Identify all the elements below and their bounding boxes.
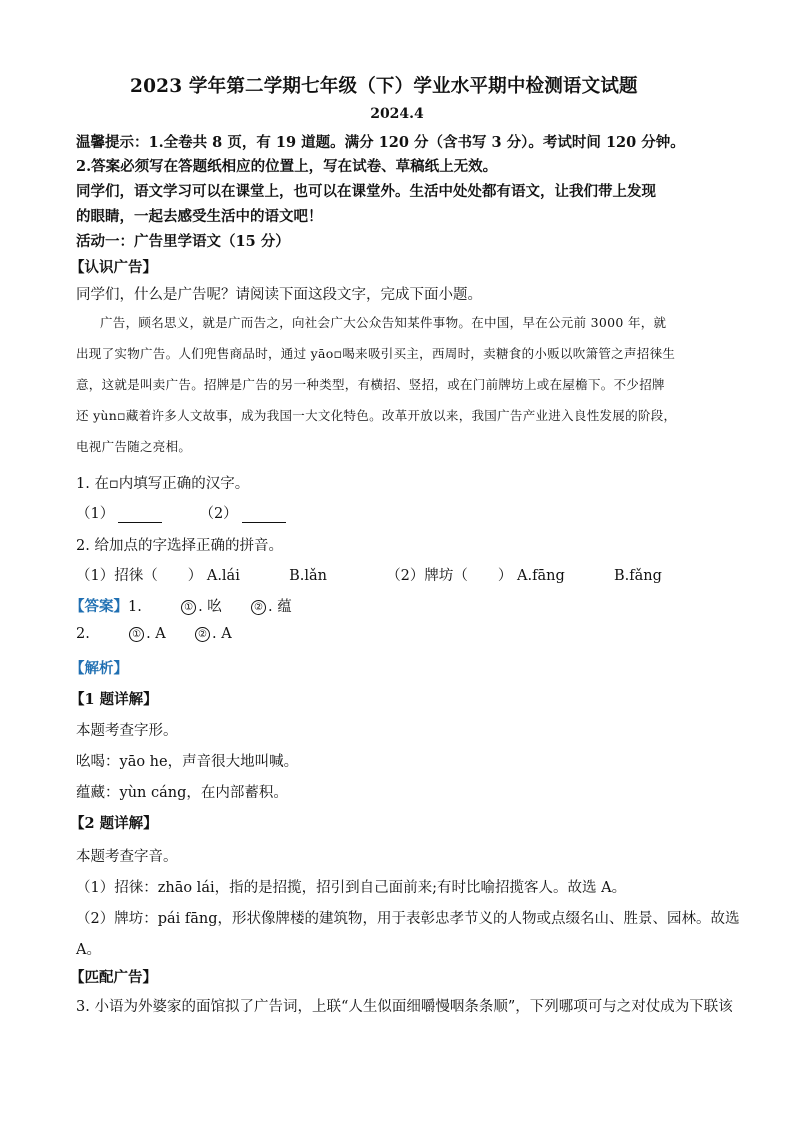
- blank-1-label: （1）: [76, 506, 115, 522]
- answer-1-number: 1.: [128, 599, 142, 615]
- answer-2-value-1: . A: [146, 626, 166, 642]
- section-heading-match-ads: 【匹配广告】: [70, 969, 157, 986]
- answer-line-1: [70, 595, 292, 616]
- q2-item-1-option-b: B.lǎn: [289, 568, 327, 584]
- passage-line-4: 还 yùn▫藏着许多人文故事，成为我国一大文化特色。改革开放以来，我国广告产业进入良性发展的阶段，: [76, 408, 677, 423]
- question-2-options: [76, 564, 662, 585]
- answer-2-number: 2.: [76, 626, 90, 642]
- intro-line-1: 同学们，语文学习可以在课堂上，也可以在课堂外。生活中处处都有语文，让我们带上发现: [76, 183, 656, 200]
- passage-line-2: 出现了实物广告。人们兜售商品时，通过 yāo▫喝来吸引买主，西周时，卖糖食的小贩以吹箫管之声招徕生: [76, 346, 676, 361]
- exam-title: 2023 学年第二学期七年级（下）学业水平期中检测语文试题: [130, 76, 638, 97]
- activity-1-heading: 活动一：广告里学语文（15 分）: [76, 233, 290, 250]
- circled-number-icon: ①: [181, 600, 196, 615]
- q2-item-2-option-a: A.fāng: [517, 568, 565, 584]
- analysis-tag-label: 【解析】: [70, 660, 128, 677]
- q2-item-1: （1）招徕（: [76, 568, 158, 584]
- circled-number-icon: ②: [251, 600, 266, 615]
- answer-line-2: [76, 626, 232, 642]
- passage-line-1: 广告，顾名思义，就是广而告之，向社会广大公众告知某件事物。在中国，早在公元前 3000 年，就: [100, 315, 667, 330]
- detail-2-line-2: （2）牌坊：pái fāng，形状像牌楼的建筑物，用于表彰忠孝节义的人物或点缀名山、胜景、园林。故选: [76, 911, 740, 927]
- passage-line-3: 意，这就是叫卖广告。招牌是广告的另一种类型，有横招、竖招，或在门前牌坊上或在屋檐下。不少招牌: [76, 377, 665, 392]
- passage-line-5: 电视广告随之亮相。: [76, 439, 192, 454]
- exam-date: 2024.4: [370, 106, 424, 122]
- q2-item-2: （2）牌坊（: [386, 568, 468, 584]
- question-1-blanks: [76, 502, 286, 523]
- answer-tag: 【答案】: [70, 598, 128, 615]
- detail-2-line-3: A。: [76, 942, 101, 958]
- answer-2-value-2: . A: [211, 626, 232, 642]
- notice-line-1: 温馨提示：1.全卷共 8 页，有 19 道题。满分 120 分（含书写 3 分）。考试时间 120 分钟。: [76, 134, 685, 151]
- blank-2: [242, 508, 286, 523]
- detail-2-intro: 本题考查字音。: [76, 849, 178, 865]
- analysis-tag: [70, 657, 128, 678]
- detail-2-line-1: （1）招徕：zhāo lái，指的是招揽，招引到自己面前来;有时比喻招揽客人。故选 A。: [76, 880, 627, 896]
- blank-2-label: （2）: [199, 506, 238, 522]
- notice-line-2: 2.答案必须写在答题纸相应的位置上，写在试卷、草稿纸上无效。: [76, 158, 498, 175]
- q2-item-1-close: ）: [187, 568, 203, 584]
- detail-1-line-2: 蕴藏：yùn cáng，在内部蓄积。: [76, 785, 288, 801]
- q2-item-2-option-b: B.fǎng: [613, 568, 662, 584]
- answer-1-value-1: . 吆: [198, 599, 222, 615]
- detail-1-heading: 【1 题详解】: [70, 691, 158, 708]
- question-2: 2. 给加点的字选择正确的拼音。: [76, 538, 283, 554]
- answer-1-value-2: . 蕴: [268, 599, 292, 615]
- blank-1: [118, 508, 162, 523]
- section-prompt: 同学们，什么是广告呢？请阅读下面这段文字，完成下面小题。: [76, 287, 482, 303]
- q2-item-1-option-a: A.lái: [206, 568, 240, 584]
- intro-line-2: 的眼睛，一起去感受生活中的语文吧！: [76, 208, 323, 225]
- question-1: 1. 在▫内填写正确的汉字。: [76, 476, 250, 492]
- section-heading-recognize-ads: 【认识广告】: [70, 259, 157, 276]
- circled-number-icon: ①: [129, 627, 144, 642]
- detail-1-intro: 本题考查字形。: [76, 723, 178, 739]
- circled-number-icon: ②: [195, 627, 210, 642]
- detail-1-line-1: 吆喝：yāo he，声音很大地叫喊。: [76, 754, 299, 770]
- q2-item-2-close: ）: [497, 568, 513, 584]
- question-3: 3. 小语为外婆家的面馆拟了广告词，上联“人生似面细嚼慢咽条条顺”，下列哪项可与之对仗成为下联该: [76, 999, 733, 1015]
- detail-2-heading: 【2 题详解】: [70, 815, 158, 832]
